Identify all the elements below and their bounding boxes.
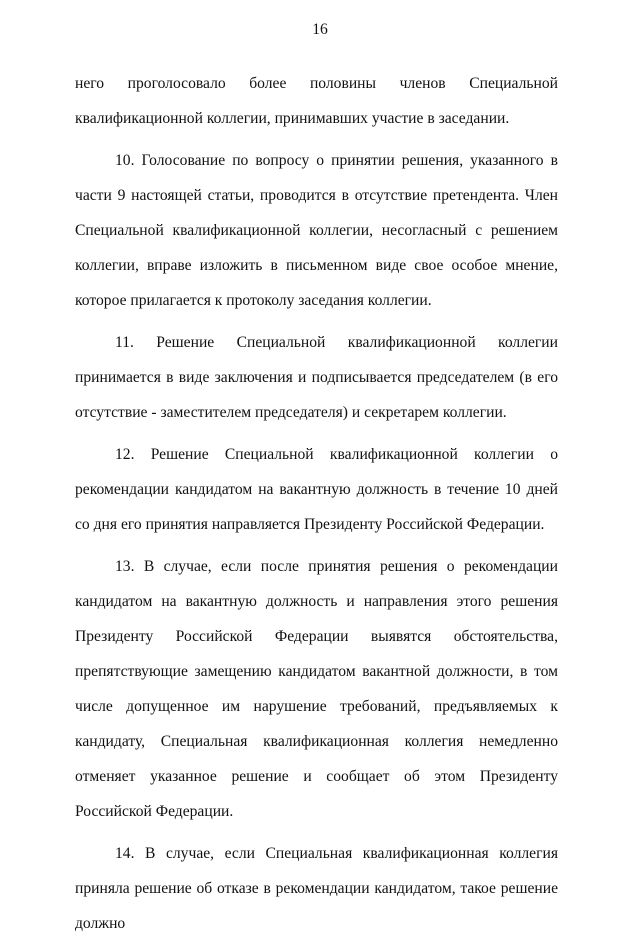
paragraph-10: 10. Голосование по вопросу о принятии решения, указанного в части 9 настоящей статьи, проводится в отсутствие претендента. Член Специальной квалификационной коллегии, несогласный с решением коллегии, вправе изложить в письменном виде свое особое мнение, которое прилагается к протоколу заседания коллегии. — [75, 152, 558, 309]
body-text — [75, 66, 558, 941]
paragraph-12: 12. Решение Специальной квалификационной коллегии о рекомендации кандидатом на вакантную должность в течение 10 дней со дня его принятия направляется Президенту Российской Федерации. — [75, 446, 558, 533]
paragraph-11: 11. Решение Специальной квалификационной коллегии принимается в виде заключения и подписывается председателем (в его отсутствие - заместителем председателя) и секретарем коллегии. — [75, 334, 558, 421]
paragraph-continuation: него проголосовало более половины членов Специальной квалификационной коллегии, принимавших участие в заседании. — [75, 75, 558, 127]
page-number: 16 — [312, 21, 328, 38]
paragraph-14: 14. В случае, если Специальная квалификационная коллегия приняла решение об отказе в рекомендации кандидатом, такое решение должно — [75, 845, 558, 932]
paragraph-13: 13. В случае, если после принятия решения о рекомендации кандидатом на вакантную должность и направления этого решения Президенту Российской Федерации выявятся обстоятельства, препятствующие замещению кандидатом вакантной должности, в том числе допущенное им нарушение требований, предъявляемых к кандидату, Специальная квалификационная коллегия немедленно отменяет указанное решение и сообщает об этом Президенту Российской Федерации. — [75, 558, 558, 820]
